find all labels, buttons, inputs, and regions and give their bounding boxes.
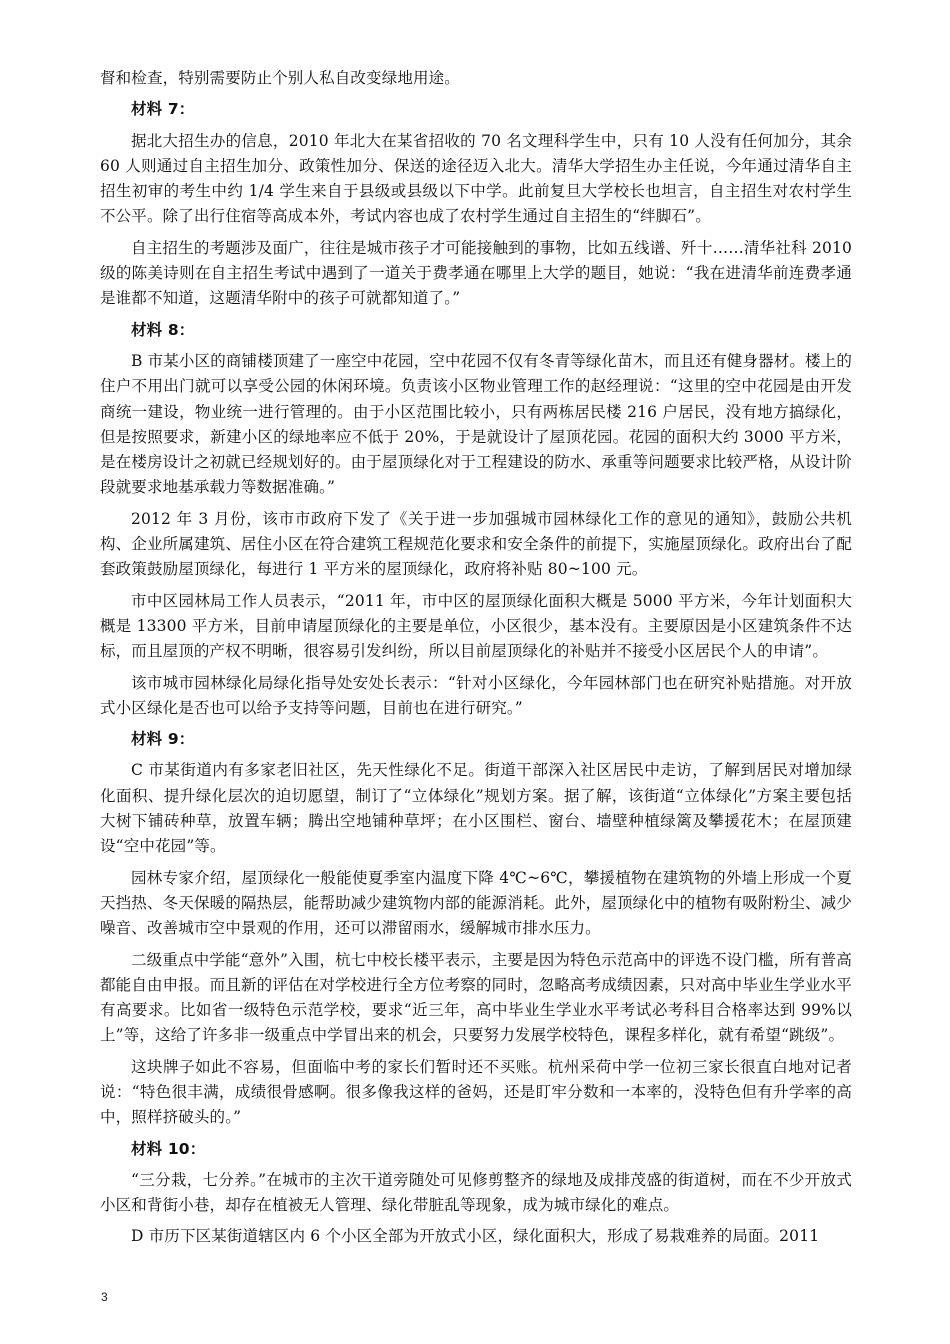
document-body [100, 66, 852, 1256]
page-number: 3 [101, 1290, 108, 1304]
section-heading: 材料 10： [131, 1139, 206, 1158]
paragraph: C 市某街道内有多家老旧社区，先天性绿化不足。街道干部深入社区居民中走访，了解到居民对增加绿化面积、提升绿化层次的迫切愿望，制订了“立体绿化”规划方案。据了解，该街道“立体绿化”方案主要包括大树下铺砖种草，放置车辆；腾出空地铺种草坪；在小区围栏、窗台、墙壁种植绿篱及攀援花木；在屋顶建设“空中花园”等。 [100, 761, 852, 856]
section-heading: 材料 8： [131, 320, 195, 339]
section-heading: 材料 7： [131, 100, 195, 119]
paragraph: 据北大招生办的信息，2010 年北大在某省招收的 70 名文理科学生中，只有 10 人没有任何加分，其余 60 人则通过自主招生加分、政策性加分、保送的途径迈入北大。清华大学招生办主任说，今年通过清华自主招生初审的考生中约 1/4 学生来自于县级或县级以下中学。此前复旦大学校长也坦言，自主招生对农村学生不公平。除了出行住宿等高成本外，考试内容也成了农村学生通过自主招生的“绊脚石”。 [100, 131, 852, 226]
paragraph: 这块牌子如此不容易，但面临中考的家长们暂时还不买账。杭州采荷中学一位初三家长很直白地对记者说：“特色很丰满，成绩很骨感啊。很多像我这样的爸妈，还是盯牢分数和一本率的，没特色但有升学率的高中，照样挤破头的。” [100, 1057, 852, 1127]
paragraph: 自主招生的考题涉及面广，往往是城市孩子才可能接触到的事物，比如五线谱、歼十……清华社科 2010 级的陈美诗则在自主招生考试中遇到了一道关于费孝通在哪里上大学的题目，她说：“我在进清华前连费孝通是谁都不知道，这题清华附中的孩子可就都知道了。” [100, 238, 852, 308]
paragraph: “三分栽，七分养。”在城市的主次干道旁随处可见修剪整齐的绿地及成排茂盛的街道树，而在不少开放式小区和背街小巷，却存在植被无人管理、绿化带脏乱等现象，成为城市绿化的难点。 [100, 1170, 852, 1215]
section-heading: 材料 9： [131, 730, 195, 749]
paragraph: B 市某小区的商铺楼顶建了一座空中花园，空中花园不仅有冬青等绿化苗木，而且还有健身器材。楼上的住户不用出门就可以享受公园的休闲环境。负责该小区物业管理工作的赵经理说：“这里的空中花园是由开发商统一建设，物业统一进行管理的。由于小区范围比较小，只有两栋居民楼 216 户居民，没有地方搞绿化，但是按照要求，新建小区的绿地率应不低于 20%，于是就设计了屋顶花园。花园的面积大约 3000 平方米，是在楼房设计之初就已经规划好的。由于屋顶绿化对于工程建设的防水、承重等问题要求比较严格，从设计阶段就要求地基承载力等数据准确。” [100, 351, 852, 497]
paragraph: 2012 年 3 月份，该市市政府下发了《关于进一步加强城市园林绿化工作的意见的通知》，鼓励公共机构、企业所属建筑、居住小区在符合建筑工程规范化要求和安全条件的前提下，实施屋顶绿化。政府出台了配套政策鼓励屋顶绿化，每进行 1 平方米的屋顶绿化，政府将补贴 80~100 元。 [100, 509, 852, 579]
paragraph: 市中区园林局工作人员表示，“2011 年，市中区的屋顶绿化面积大概是 5000 平方米，今年计划面积大概是 13300 平方米，目前申请屋顶绿化的主要是单位，小区很少，基本没有。主要原因是小区建筑条件不达标，而且屋顶的产权不明晰，很容易引发纠纷，所以目前屋顶绿化的补贴并不接受小区居民个人的申请”。 [100, 591, 852, 661]
paragraph: 督和检查，特别需要防止个别人私自改变绿地用途。 [100, 69, 460, 87]
paragraph: D 市历下区某街道辖区内 6 个小区全部为开放式小区，绿化面积大，形成了易栽难养的局面。2011 [131, 1227, 820, 1246]
paragraph: 二级重点中学能“意外”入围，杭七中校长楼平表示，主要是因为特色示范高中的评选不设门槛，所有普高都能自由申报。而且新的评估在对学校进行全方位考察的同时，忽略高考成绩因素，只对高中毕业生学业水平有高要求。比如省一级特色示范学校，要求“近三年，高中毕业生学业水平考试必考科目合格率达到 99%以上”等，这给了许多非一级重点中学冒出来的机会，只要努力发展学校特色，课程多样化，就有希望“跳级”。 [100, 950, 852, 1045]
paragraph: 园林专家介绍，屋顶绿化一般能使夏季室内温度下降 4℃~6℃，攀援植物在建筑物的外墙上形成一个夏天挡热、冬天保暖的隔热层，能帮助减少建筑物内部的能源消耗。此外，屋顶绿化中的植物有吸附粉尘、减少噪音、改善城市空中景观的作用，还可以滞留雨水，缓解城市排水压力。 [100, 868, 852, 938]
paragraph: 该市城市园林绿化局绿化指导处安处长表示：“针对小区绿化，今年园林部门也在研究补贴措施。对开放式小区绿化是否也可以给予支持等问题，目前也在进行研究。” [100, 673, 852, 717]
